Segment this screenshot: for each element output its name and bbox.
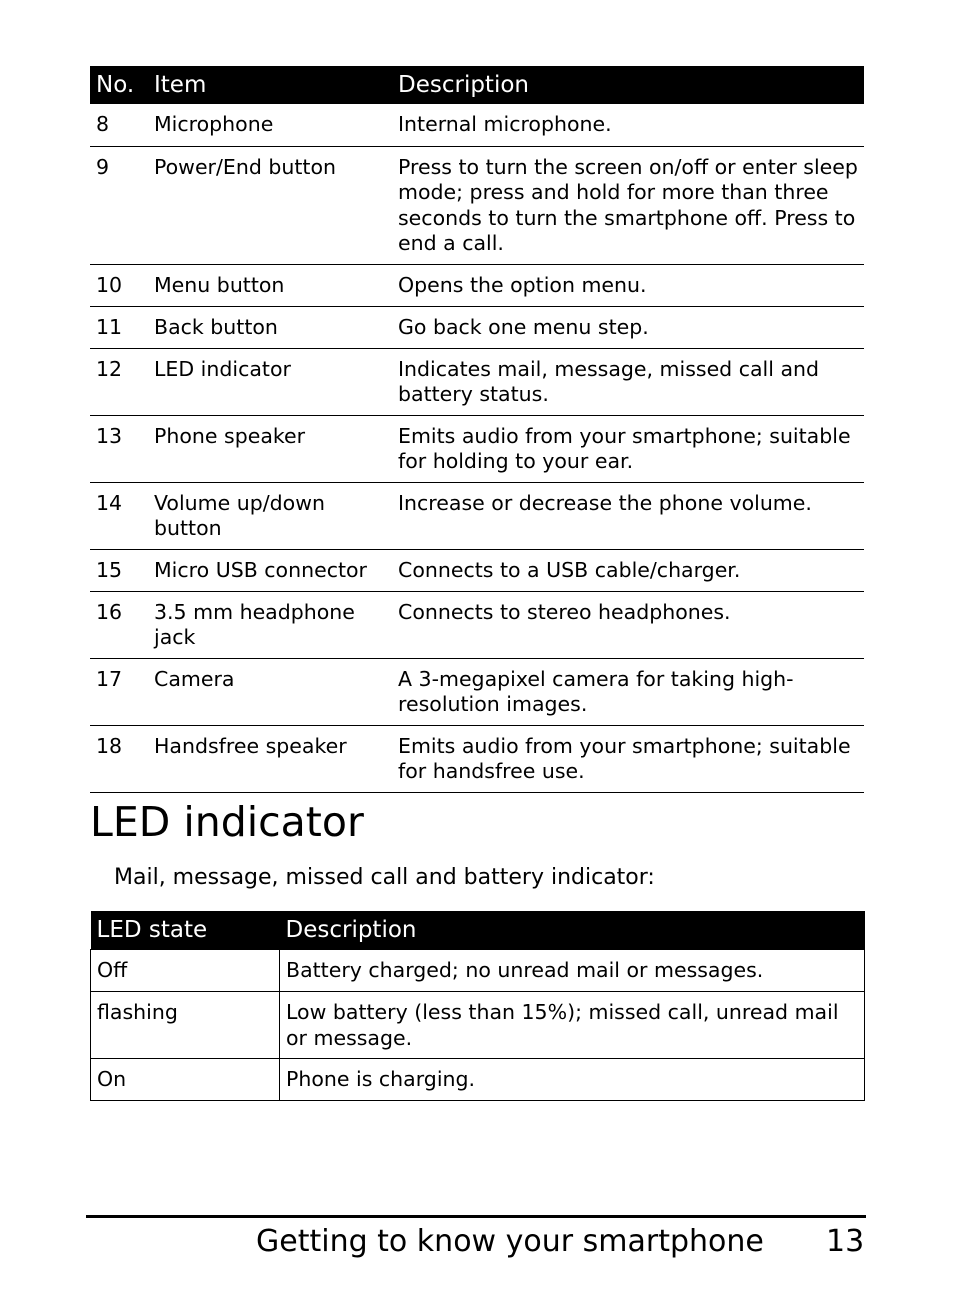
table-row <box>90 482 864 549</box>
row-no: 10 <box>90 264 148 306</box>
row-description: Opens the option menu. <box>392 264 864 306</box>
table-row <box>90 591 864 658</box>
page-number: 13 <box>826 1224 865 1259</box>
section-subtitle: Mail, message, missed call and battery indicator: <box>114 865 655 890</box>
header-no: No. <box>90 66 148 104</box>
row-description: Indicates mail, message, missed call and battery status. <box>392 348 864 415</box>
row-led-state: On <box>91 1059 280 1101</box>
row-item: Camera <box>148 658 392 725</box>
table-row <box>90 415 864 482</box>
row-no: 17 <box>90 658 148 725</box>
table-row <box>90 549 864 591</box>
row-item: Handsfree speaker <box>148 725 392 792</box>
row-item: LED indicator <box>148 348 392 415</box>
row-item: Phone speaker <box>148 415 392 482</box>
table-row <box>90 146 864 264</box>
row-no: 15 <box>90 549 148 591</box>
row-no: 8 <box>90 104 148 146</box>
table-row <box>91 950 865 992</box>
row-description: Press to turn the screen on/off or enter sleep mode; press and hold for more than three seconds to turn the smartphone off. Press to end a call. <box>392 146 864 264</box>
table-row <box>90 658 864 725</box>
row-no: 14 <box>90 482 148 549</box>
row-description: Go back one menu step. <box>392 306 864 348</box>
row-description: Battery charged; no unread mail or messages. <box>280 950 865 992</box>
row-description: Connects to a USB cable/charger. <box>392 549 864 591</box>
row-led-state: flashing <box>91 992 280 1059</box>
row-description: Low battery (less than 15%); missed call, unread mail or message. <box>280 992 865 1059</box>
section-title: LED indicator <box>90 798 364 846</box>
table-row <box>90 725 864 792</box>
row-item: Volume up/down button <box>148 482 392 549</box>
table-row <box>90 264 864 306</box>
row-item: 3.5 mm headphone jack <box>148 591 392 658</box>
row-item: Back button <box>148 306 392 348</box>
row-item: Micro USB connector <box>148 549 392 591</box>
row-item: Microphone <box>148 104 392 146</box>
header-description: Description <box>280 911 865 950</box>
row-no: 13 <box>90 415 148 482</box>
row-description: Increase or decrease the phone volume. <box>392 482 864 549</box>
parts-table <box>90 66 864 793</box>
table-row <box>90 348 864 415</box>
row-item: Menu button <box>148 264 392 306</box>
led-table-header <box>91 911 865 950</box>
table-row <box>90 306 864 348</box>
row-led-state: Off <box>91 950 280 992</box>
led-state-table <box>90 911 865 1101</box>
footer-chapter-title: Getting to know your smartphone <box>256 1224 764 1259</box>
header-led-state: LED state <box>91 911 280 950</box>
header-description: Description <box>392 66 864 104</box>
row-no: 16 <box>90 591 148 658</box>
row-no: 9 <box>90 146 148 264</box>
row-description: A 3-megapixel camera for taking high-resolution images. <box>392 658 864 725</box>
row-description: Phone is charging. <box>280 1059 865 1101</box>
row-description: Emits audio from your smartphone; suitable for holding to your ear. <box>392 415 864 482</box>
row-description: Connects to stereo headphones. <box>392 591 864 658</box>
row-no: 12 <box>90 348 148 415</box>
row-item: Power/End button <box>148 146 392 264</box>
table-row <box>91 1059 865 1101</box>
header-item: Item <box>148 66 392 104</box>
table-row <box>91 992 865 1059</box>
row-no: 11 <box>90 306 148 348</box>
footer-divider <box>86 1215 866 1218</box>
row-no: 18 <box>90 725 148 792</box>
table-row <box>90 104 864 146</box>
row-description: Emits audio from your smartphone; suitable for handsfree use. <box>392 725 864 792</box>
row-description: Internal microphone. <box>392 104 864 146</box>
parts-table-header <box>90 66 864 104</box>
